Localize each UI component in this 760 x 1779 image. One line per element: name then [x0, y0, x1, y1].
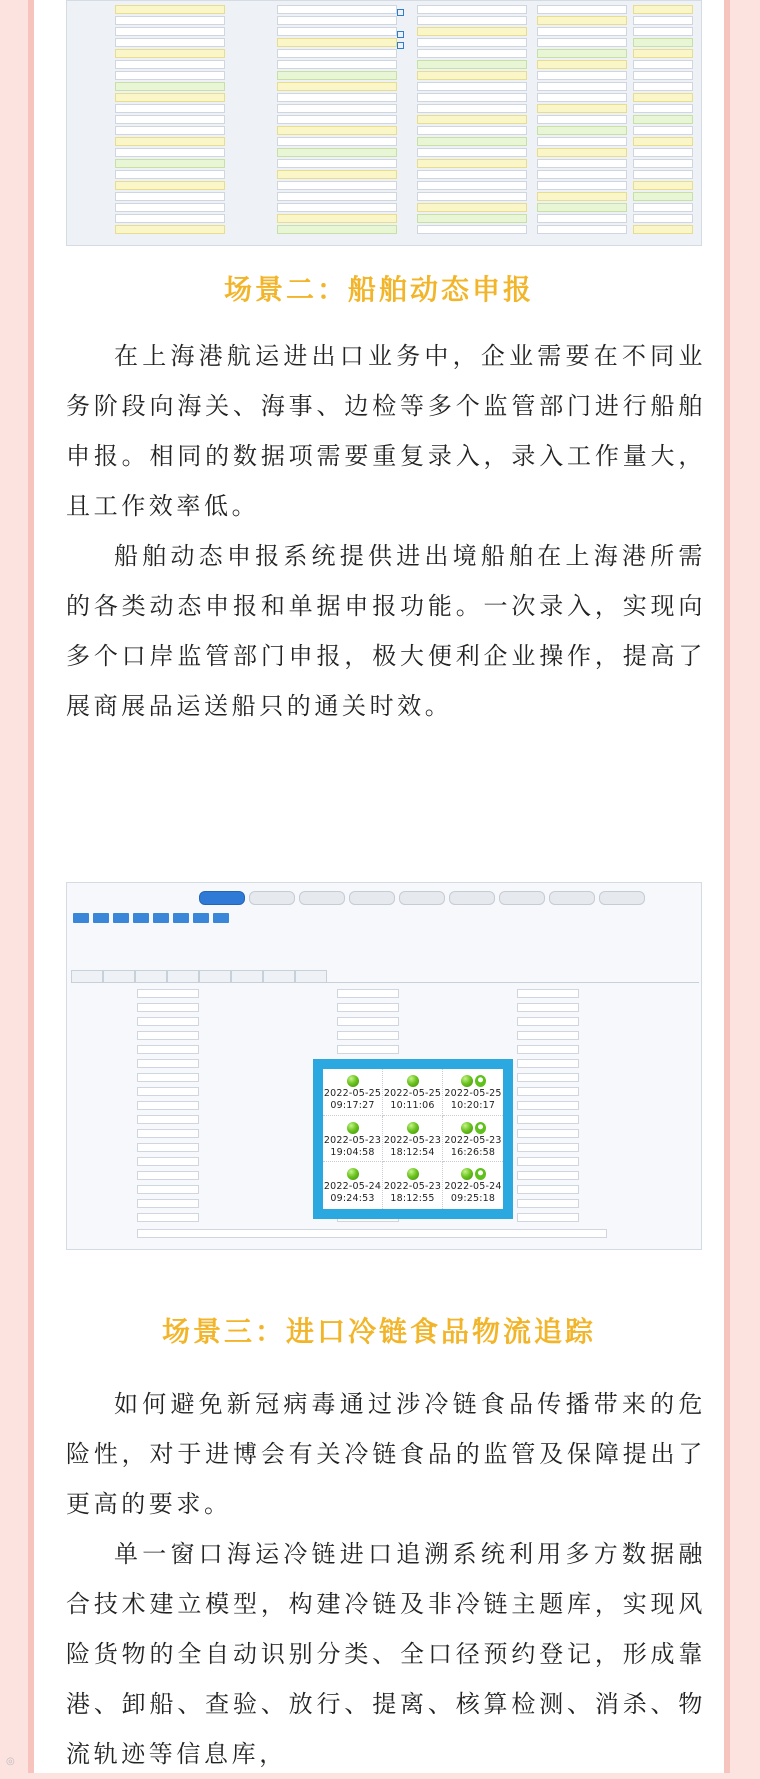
form-field	[115, 170, 225, 179]
status-icons	[383, 1119, 442, 1135]
form-field	[137, 1017, 199, 1026]
status-date: 2022-05-23	[323, 1134, 382, 1146]
status-time: 18:12:55	[390, 1193, 435, 1205]
status-date: 2022-05-24	[323, 1181, 382, 1193]
form-field	[517, 1003, 579, 1012]
form-field	[277, 27, 397, 36]
form-field	[417, 60, 527, 69]
form-field	[277, 225, 397, 234]
form-field	[537, 126, 627, 135]
status-date: 2022-05-25	[323, 1088, 382, 1099]
status-cell	[323, 1162, 383, 1209]
form-field	[137, 1087, 199, 1096]
form-field	[137, 1101, 199, 1110]
form-field	[633, 137, 693, 146]
form-field	[633, 5, 693, 14]
form-field	[417, 148, 527, 157]
form-field	[633, 126, 693, 135]
form-field	[277, 38, 397, 47]
status-icons	[443, 1072, 503, 1088]
form-field	[337, 1003, 399, 1012]
process-step	[399, 891, 445, 905]
form-field	[277, 93, 397, 102]
form-field	[633, 60, 693, 69]
article-page	[28, 0, 730, 1773]
form-field	[277, 71, 397, 80]
status-date: 2022-05-25	[444, 1088, 502, 1099]
form-field	[633, 71, 693, 80]
form-field	[537, 71, 627, 80]
form-field	[137, 989, 199, 998]
form-field	[115, 148, 225, 157]
form-field	[137, 1059, 199, 1068]
form-field	[517, 1087, 579, 1096]
green-status-icon	[347, 1168, 359, 1180]
process-step	[299, 891, 345, 905]
form-field	[417, 104, 527, 113]
process-step	[499, 891, 545, 905]
ship-declaration-screenshot	[66, 882, 702, 1250]
status-icons	[323, 1165, 382, 1181]
form-field	[277, 126, 397, 135]
form-field	[277, 159, 397, 168]
status-date: 2022-05-23	[444, 1134, 502, 1146]
form-field	[115, 38, 225, 47]
status-icons	[383, 1072, 442, 1088]
form-field	[417, 170, 527, 179]
form-field	[633, 49, 693, 58]
form-field	[137, 1229, 607, 1238]
form-field	[115, 126, 225, 135]
form-field	[517, 1129, 579, 1138]
status-cell	[443, 1069, 503, 1116]
toolbar-button	[153, 913, 169, 923]
edit-icon	[397, 31, 404, 38]
form-field	[633, 38, 693, 47]
form-field	[517, 1185, 579, 1194]
form-field	[137, 1045, 199, 1054]
green-location-icon	[475, 1168, 486, 1180]
form-field	[633, 16, 693, 25]
form-field	[277, 5, 397, 14]
declaration-form-screenshot	[66, 0, 702, 246]
form-field	[277, 115, 397, 124]
process-step	[249, 891, 295, 905]
form-tab	[199, 970, 231, 983]
form-field	[537, 148, 627, 157]
status-grid	[323, 1069, 503, 1209]
form-field	[137, 1115, 199, 1124]
green-location-icon	[475, 1075, 486, 1087]
form-field	[137, 1143, 199, 1152]
green-location-icon	[475, 1122, 486, 1134]
form-field	[417, 214, 527, 223]
scene2-paragraph-2: 船舶动态申报系统提供进出境船舶在上海港所需的各类动态申报和单据申报功能。一次录入，实现向多个口岸监管部门申报，极大便利企业操作，提高了展商展品运送船只的通关时效。	[66, 542, 706, 720]
status-time: 09:24:53	[330, 1193, 375, 1205]
form-field	[517, 1101, 579, 1110]
process-step	[449, 891, 495, 905]
form-field	[537, 115, 627, 124]
status-cell	[443, 1162, 503, 1209]
form-tab	[263, 970, 295, 983]
green-status-icon	[407, 1122, 419, 1134]
form-tab	[167, 970, 199, 983]
form-field	[115, 181, 225, 190]
status-date: 2022-05-25	[383, 1088, 442, 1099]
form-field	[633, 104, 693, 113]
scene3-heading: 场景三：进口冷链食品物流追踪	[161, 1315, 596, 1348]
form-field	[277, 82, 397, 91]
form-field	[633, 225, 693, 234]
status-cell	[383, 1069, 443, 1116]
status-timestamp-overlay	[313, 1059, 513, 1219]
form-field	[537, 27, 627, 36]
toolbar-button	[173, 913, 189, 923]
form-field	[633, 203, 693, 212]
form-field	[417, 93, 527, 102]
status-icons	[323, 1119, 382, 1135]
toolbar-button	[93, 913, 109, 923]
form-field	[517, 1157, 579, 1166]
form-field	[115, 49, 225, 58]
form-field	[517, 1031, 579, 1040]
green-status-icon	[347, 1075, 359, 1087]
form-field	[633, 214, 693, 223]
status-time: 19:04:58	[330, 1146, 375, 1158]
form-field	[115, 16, 225, 25]
form-field	[417, 71, 527, 80]
form-field	[417, 115, 527, 124]
form-field	[517, 1115, 579, 1124]
status-cell	[323, 1069, 383, 1116]
form-field	[337, 1017, 399, 1026]
form-field	[517, 1171, 579, 1180]
form-field	[633, 181, 693, 190]
status-cell	[383, 1116, 443, 1163]
form-field	[115, 60, 225, 69]
form-field	[115, 115, 225, 124]
status-date: 2022-05-24	[444, 1181, 502, 1193]
status-cell	[443, 1116, 503, 1163]
form-field	[137, 1213, 199, 1222]
form-field	[417, 38, 527, 47]
form-field	[277, 170, 397, 179]
scene3-paragraph-2: 单一窗口海运冷链进口追溯系统利用多方数据融合技术建立模型，构建冷链及非冷链主题库，实现风险货物的全自动识别分类、全口径预约登记，形成靠港、卸船、查验、放行、提离、核算检测、消杀、物流轨迹等信息库，	[66, 1540, 706, 1768]
form-field	[115, 5, 225, 14]
form-field	[633, 148, 693, 157]
form-field	[417, 16, 527, 25]
status-time: 16:26:58	[450, 1146, 496, 1158]
form-field	[115, 104, 225, 113]
form-field	[537, 225, 627, 234]
form-field	[277, 214, 397, 223]
status-time: 09:17:27	[330, 1100, 375, 1111]
green-status-icon	[461, 1168, 473, 1180]
form-field	[633, 159, 693, 168]
form-field	[277, 148, 397, 157]
form-field	[537, 181, 627, 190]
form-tab	[231, 970, 263, 983]
toolbar-button	[113, 913, 129, 923]
scene3-paragraph-1: 如何避免新冠病毒通过涉冷链食品传播带来的危险性，对于进博会有关冷链食品的监管及保障提出了更高的要求。	[66, 1390, 706, 1518]
toolbar-button	[193, 913, 209, 923]
status-time: 18:12:54	[390, 1146, 435, 1158]
form-field	[115, 159, 225, 168]
form-field	[417, 137, 527, 146]
form-field	[517, 1199, 579, 1208]
status-date: 2022-05-23	[383, 1181, 442, 1193]
green-status-icon	[461, 1122, 473, 1134]
form-field	[417, 82, 527, 91]
form-field	[137, 1185, 199, 1194]
status-time: 10:11:06	[390, 1100, 435, 1111]
form-field	[277, 192, 397, 201]
edit-icon	[397, 9, 404, 16]
form-field	[417, 5, 527, 14]
form-field	[137, 1073, 199, 1082]
watermark-icon: ◎	[6, 1756, 15, 1767]
form-field	[115, 71, 225, 80]
form-field	[537, 5, 627, 14]
status-icons	[443, 1119, 503, 1135]
green-status-icon	[461, 1075, 473, 1087]
form-field	[115, 192, 225, 201]
form-field	[633, 82, 693, 91]
form-field	[277, 16, 397, 25]
form-field	[537, 38, 627, 47]
status-time: 09:25:18	[450, 1193, 496, 1205]
process-flow-bar	[67, 891, 702, 905]
form-field	[277, 60, 397, 69]
status-icons	[323, 1072, 382, 1088]
form-field	[277, 181, 397, 190]
form-tab-row	[71, 970, 699, 983]
form-field	[115, 214, 225, 223]
form-field	[417, 203, 527, 212]
form-field	[537, 159, 627, 168]
form-field	[115, 203, 225, 212]
form-field	[115, 93, 225, 102]
form-field	[517, 1017, 579, 1026]
form-field	[537, 192, 627, 201]
form-field	[633, 192, 693, 201]
form-field	[517, 1143, 579, 1152]
form-field	[137, 1129, 199, 1138]
form-field	[137, 1003, 199, 1012]
form-field	[633, 170, 693, 179]
form-field	[115, 225, 225, 234]
form-field	[137, 1031, 199, 1040]
form-field	[517, 1073, 579, 1082]
form-field	[537, 60, 627, 69]
form-field	[115, 137, 225, 146]
form-field	[537, 137, 627, 146]
status-cell	[383, 1162, 443, 1209]
form-field	[633, 115, 693, 124]
scene2-paragraph-1: 在上海港航运进出口业务中，企业需要在不同业务阶段向海关、海事、边检等多个监管部门进行船舶申报。相同的数据项需要重复录入，录入工作量大，且工作效率低。	[66, 342, 706, 520]
form-field	[277, 49, 397, 58]
scene2-heading: 场景二：船舶动态申报	[223, 273, 534, 306]
green-status-icon	[407, 1075, 419, 1087]
form-field	[537, 93, 627, 102]
form-tab	[135, 970, 167, 983]
form-field	[417, 181, 527, 190]
form-field	[115, 27, 225, 36]
form-field	[517, 1045, 579, 1054]
form-field	[537, 203, 627, 212]
form-field	[537, 49, 627, 58]
form-field	[517, 1059, 579, 1068]
process-step	[349, 891, 395, 905]
edit-icon	[397, 42, 404, 49]
form-field	[277, 137, 397, 146]
process-step	[549, 891, 595, 905]
form-field	[137, 1157, 199, 1166]
form-field	[537, 82, 627, 91]
green-status-icon	[407, 1168, 419, 1180]
form-field	[633, 93, 693, 102]
form-field	[137, 1199, 199, 1208]
status-icons	[383, 1165, 442, 1181]
toolbar-button	[213, 913, 229, 923]
form-field	[517, 989, 579, 998]
form-tab	[103, 970, 135, 983]
form-field	[517, 1213, 579, 1222]
process-step	[199, 891, 245, 905]
form-field	[277, 203, 397, 212]
process-step	[599, 891, 645, 905]
form-field	[137, 1171, 199, 1180]
form-tab	[71, 970, 103, 983]
form-field	[337, 989, 399, 998]
form-tab	[295, 970, 327, 983]
form-field	[417, 49, 527, 58]
form-field	[337, 1031, 399, 1040]
form-field	[337, 1045, 399, 1054]
form-field	[633, 27, 693, 36]
form-field	[537, 170, 627, 179]
form-field	[417, 126, 527, 135]
form-field	[417, 225, 527, 234]
form-field	[417, 27, 527, 36]
toolbar-button	[133, 913, 149, 923]
toolbar-button	[73, 913, 89, 923]
status-icons	[443, 1165, 503, 1181]
status-cell	[323, 1116, 383, 1163]
form-field	[537, 104, 627, 113]
status-time: 10:20:17	[450, 1100, 496, 1111]
form-field	[537, 214, 627, 223]
form-field	[115, 82, 225, 91]
form-field	[417, 159, 527, 168]
form-field	[417, 192, 527, 201]
form-field	[537, 16, 627, 25]
green-status-icon	[347, 1122, 359, 1134]
status-date: 2022-05-23	[383, 1134, 442, 1146]
form-field	[277, 104, 397, 113]
